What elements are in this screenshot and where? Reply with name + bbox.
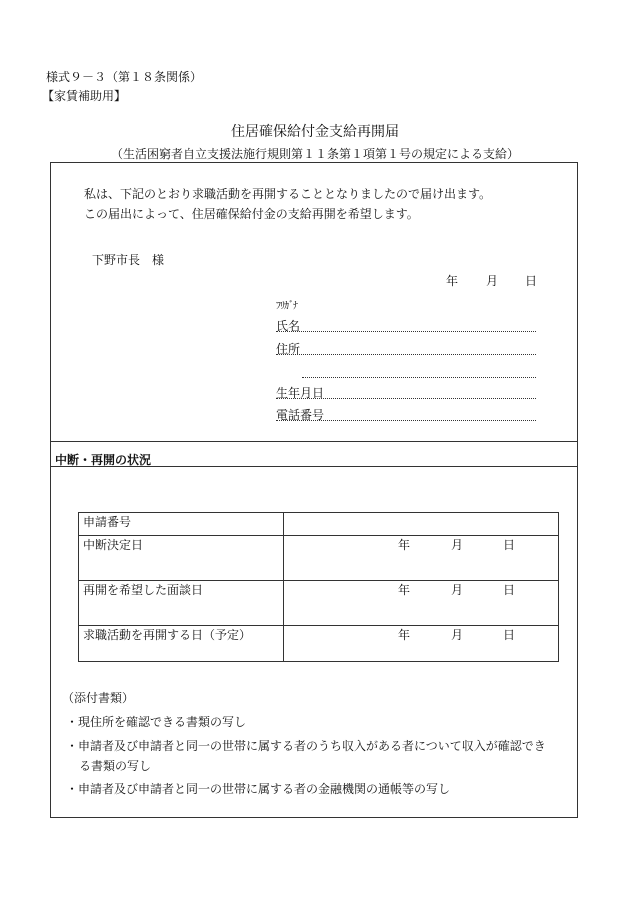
- phone-label: 電話番号: [276, 408, 325, 422]
- document-subtitle: （生活困窮者自立支援法施行規則第１１条第１項第１号の規定による支給）: [110, 147, 519, 161]
- date-year-label: 年: [446, 274, 459, 288]
- section-title: 中断・再開の状況: [55, 453, 152, 467]
- phone-field[interactable]: [276, 405, 536, 421]
- row-label: 申請番号: [79, 513, 284, 536]
- day-label: 日: [503, 628, 516, 642]
- day-label: 日: [503, 538, 516, 552]
- addressee: 下野市長 様: [92, 253, 165, 267]
- intro-line-1: 私は、下記のとおり求職活動を再開することとなりましたので届け出ます。: [84, 187, 492, 201]
- form-number: 様式９－３（第１８条関係）: [46, 70, 203, 84]
- row-label: 中断決定日: [79, 536, 284, 581]
- row-label: 求職活動を再開する日（予定）: [79, 626, 284, 662]
- table-row: [79, 513, 559, 536]
- attachment-item: ・申請者及び申請者と同一の世帯に属する者の金融機関の通帳等の写し: [66, 782, 451, 796]
- form-type: 【家賃補助用】: [42, 89, 127, 103]
- table-row: [79, 581, 559, 626]
- name-field[interactable]: [276, 316, 536, 332]
- date-month-label: 月: [486, 274, 499, 288]
- document-title: 住居確保給付金支給再開届: [231, 124, 399, 140]
- row-label: 再開を希望した面談日: [79, 581, 284, 626]
- year-label: 年: [398, 583, 411, 597]
- attachment-item: ・申請者及び申請者と同一の世帯に属する者のうち収入がある者について収入が確認でき: [66, 739, 546, 753]
- attachment-item-continued: る書類の写し: [79, 759, 152, 773]
- application-number-field[interactable]: [284, 513, 559, 536]
- year-label: 年: [398, 628, 411, 642]
- status-table: [78, 512, 559, 662]
- table-row: [79, 626, 559, 662]
- address-field[interactable]: [276, 339, 536, 355]
- section-divider-top: [51, 441, 577, 442]
- resume-date-field[interactable]: [284, 626, 559, 662]
- attachment-item: ・現住所を確認できる書類の写し: [66, 715, 247, 729]
- intro-line-2: この届出によって、住居確保給付金の支給再開を希望します。: [84, 207, 419, 221]
- year-label: 年: [398, 538, 411, 552]
- month-label: 月: [451, 628, 464, 642]
- furigana-label: ﾌﾘｶﾞﾅ: [276, 301, 297, 312]
- month-label: 月: [451, 538, 464, 552]
- section-divider-bottom: [51, 466, 577, 467]
- attachments-title: （添付書類）: [62, 691, 135, 705]
- name-label: 氏名: [276, 319, 301, 333]
- address-field-line-2[interactable]: [302, 362, 536, 378]
- suspension-date-field[interactable]: [284, 536, 559, 581]
- day-label: 日: [503, 583, 516, 597]
- interview-date-field[interactable]: [284, 581, 559, 626]
- date-day-label: 日: [525, 274, 538, 288]
- birthdate-field[interactable]: [276, 383, 536, 399]
- birthdate-label: 生年月日: [276, 386, 325, 400]
- address-label: 住所: [276, 342, 301, 356]
- month-label: 月: [451, 583, 464, 597]
- table-row: [79, 536, 559, 581]
